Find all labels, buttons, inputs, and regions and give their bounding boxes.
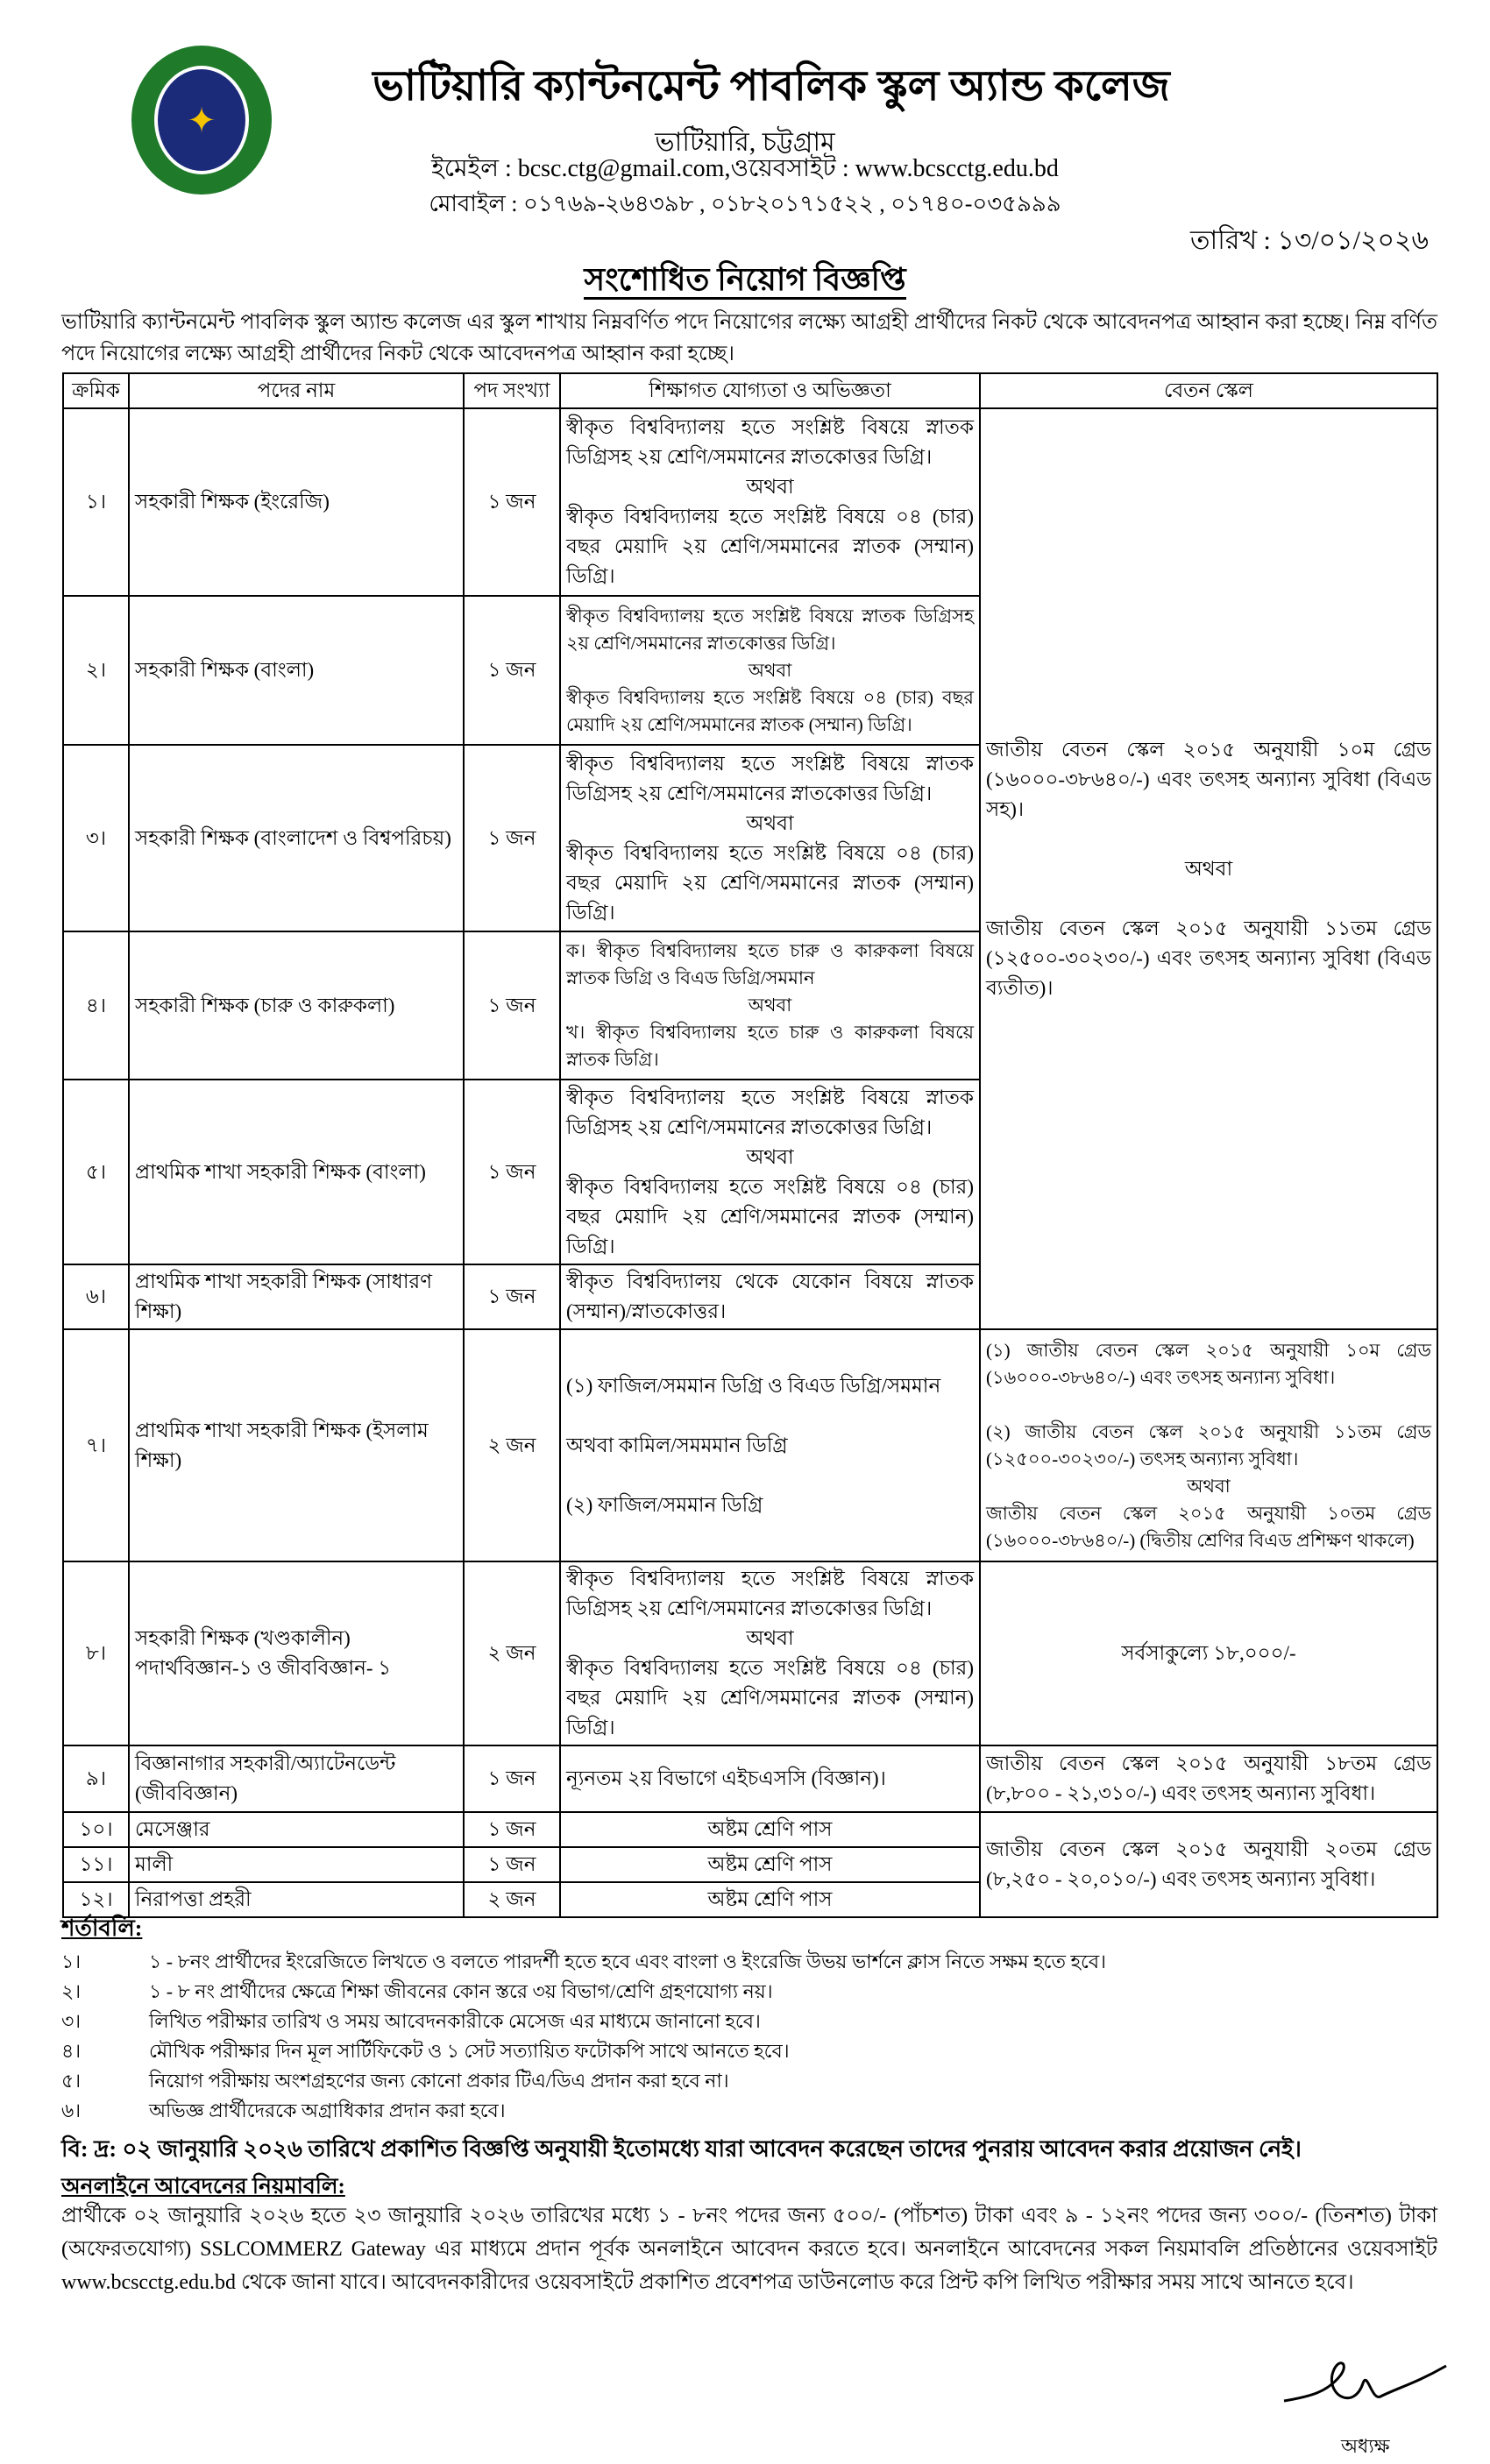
- or-label: অথবা: [748, 659, 792, 681]
- serial: ৯।: [63, 1745, 129, 1812]
- serial: ৬।: [63, 1264, 129, 1329]
- table-row: [63, 408, 1437, 596]
- qualification-option: ক। স্বীকৃত বিশ্ববিদ্যালয় হতে চারু ও কারুকলা বিষয়ে স্নাতক ডিগ্রি ও বিএড ডিগ্রি/সমমান: [566, 940, 974, 988]
- post-count: ১ জন: [464, 745, 560, 931]
- term-text: ১ - ৮নং প্রার্থীদের ইংরেজিতে লিখতে ও বলতে পারদর্শী হতে হবে এবং বাংলা ও ইংরেজি উভয় ভার্শনে ক্লাস নিতে সক্ষম হতে হবে।: [149, 1951, 1106, 1972]
- term-number: ৬।: [61, 2099, 82, 2121]
- term-text: নিয়োগ পরীক্ষায় অংশগ্রহণের জন্য কোনো প্রকার টিএ/ডিএ প্রদান করা হবে না।: [149, 2070, 729, 2092]
- post-count: ১ জন: [464, 1745, 560, 1812]
- signature-title: অধ্যক্ষ: [1341, 2435, 1390, 2457]
- qualification-option: (২) ফাজিল/সমমান ডিগ্রি: [566, 1493, 763, 1516]
- principal-signature: [1275, 2348, 1451, 2418]
- term-number: ১।: [61, 1951, 82, 1972]
- serial: ১২।: [63, 1882, 129, 1917]
- serial: ১১।: [63, 1847, 129, 1882]
- or-label: অথবা: [746, 811, 794, 834]
- or-label: অথবা: [746, 476, 794, 498]
- qualification-option: স্বীকৃত বিশ্ববিদ্যালয় হতে সংশ্লিষ্ট বিষয়ে ০৪ (চার) বছর মেয়াদি ২য় শ্রেণি/সমমানের স্নাতক (সম্মান) ডিগ্রি।: [566, 1657, 974, 1738]
- term-text: লিখিত পরীক্ষার তারিখ ও সময় আবেদনকারীকে মেসেজ এর মাধ্যমে জানানো হবে।: [149, 2010, 761, 2032]
- salary-scale: [980, 1329, 1437, 1561]
- salary-option: (১) জাতীয় বেতন স্কেল ২০১৫ অনুযায়ী ১০ম গ্রেড (১৬০০০-৩৮৬৪০/-) এবং তৎসহ অন্যান্য সুবিধা।: [986, 1339, 1431, 1388]
- online-instructions: প্রার্থীকে ০২ জানুয়ারি ২০২৬ হতে ২৩ জানুয়ারি ২০২৬ তারিখের মধ্যে ১ - ৮নং পদের জন্য ৫০০/- (পাঁচশত) টাকা এবং ৯ - ১২নং পদের জন্য ৩০০/- (তিনশত) টাকা (অফেরতযোগ্য) SSLCOMMERZ Gateway এর মাধ্যমে প্রদান পূর্বক অনলাইনে আবেদন করতে হবে। অনলাইনে আবেদনের সকল নিয়মাবলি প্রতিষ্ঠানের ওয়েবসাইট www.bcscctg.edu.bd থেকে জানা যাবে। আবেদনকারীদের ওয়েবসাইটে প্রকাশিত প্রবেশপত্র ডাউনলোড করে প্রিন্ট কপি লিখিত পরীক্ষার সময় সাথে আনতে হবে।: [61, 2205, 1437, 2294]
- qualification: [560, 1561, 980, 1745]
- salary-option: জাতীয় বেতন স্কেল ২০১৫ অনুযায়ী ১১তম গ্রেড (১২৫০০-৩০২৩০/-) এবং তৎসহ অন্যান্য সুবিধা (বিএড ব্যতীত)।: [986, 917, 1431, 999]
- serial: ৪।: [63, 931, 129, 1080]
- post-count: ১ জন: [464, 1264, 560, 1329]
- qualification: অষ্টম শ্রেণি পাস: [560, 1812, 980, 1847]
- post-count: ১ জন: [464, 408, 560, 596]
- term-number: ৩।: [61, 2010, 82, 2032]
- school-name: ভাটিয়ারি ক্যান্টনমেন্ট পাবলিক স্কুল অ্যান্ড কলেজ: [372, 63, 1170, 110]
- term-text: মৌখিক পরীক্ষার দিন মূল সার্টিফিকেট ও ১ সেট সত্যায়িত ফটোকপি সাথে আনতে হবে।: [149, 2040, 790, 2062]
- post-name: নিরাপত্তা প্রহরী: [129, 1882, 464, 1917]
- header-post: পদের নাম: [129, 373, 464, 408]
- term-number: ৫।: [61, 2070, 82, 2092]
- qualification-option: স্বীকৃত বিশ্ববিদ্যালয় হতে সংশ্লিষ্ট বিষয়ে স্নাতক ডিগ্রিসহ ২য় শ্রেণি/সমমানের স্নাতকোত্তর ডিগ্রি।: [566, 1086, 974, 1138]
- school-location: ভাটিয়ারি, চট্টগ্রাম: [655, 128, 835, 157]
- term-item: [61, 2036, 790, 2069]
- or-label: অথবা: [1187, 1475, 1231, 1497]
- serial: ৭।: [63, 1329, 129, 1561]
- table-row: [63, 1745, 1437, 1812]
- post-name: সহকারী শিক্ষক (ইংরেজি): [129, 408, 464, 596]
- qualification-option: স্বীকৃত বিশ্ববিদ্যালয় হতে সংশ্লিষ্ট বিষয়ে স্নাতক ডিগ্রিসহ ২য় শ্রেণি/সমমানের স্নাতকোত্তর ডিগ্রি।: [566, 416, 974, 468]
- header-count: পদ সংখ্যা: [464, 373, 560, 408]
- post-name: সহকারী শিক্ষক (খণ্ডকালীন) পদার্থবিজ্ঞান-১ ও জীববিজ্ঞান- ১: [129, 1561, 464, 1745]
- post-name: প্রাথমিক শাখা সহকারী শিক্ষক (ইসলাম শিক্ষা): [129, 1329, 464, 1561]
- term-item: [61, 1977, 773, 2009]
- post-name: সহকারী শিক্ষক (বাংলাদেশ ও বিশ্বপরিচয়): [129, 745, 464, 931]
- qualification: [560, 931, 980, 1080]
- qualification: স্বীকৃত বিশ্ববিদ্যালয় থেকে যেকোন বিষয়ে স্নাতক (সম্মান)/স্নাতকোত্তর।: [560, 1264, 980, 1329]
- intro-paragraph: ভাটিয়ারি ক্যান্টনমেন্ট পাবলিক স্কুল অ্যান্ড কলেজ এর স্কুল শাখায় নিম্নবর্ণিত পদে নিয়োগের লক্ষ্যে আগ্রহী প্রার্থীদের নিকট থেকে আবেদনপত্র আহ্বান করা হচ্ছে। নিম্ন বর্ণিত পদে নিয়োগের লক্ষ্যে আগ্রহী প্রার্থীদের নিকট থেকে আবেদনপত্র আহ্বান করা হচ্ছে।: [61, 311, 1437, 365]
- or-label: অথবা: [746, 1145, 794, 1168]
- notice-title-text: সংশোধিত নিয়োগ বিজ্ঞপ্তি: [584, 262, 905, 300]
- post-name: সহকারী শিক্ষক (চারু ও কারুকলা): [129, 931, 464, 1080]
- post-name: বিজ্ঞানাগার সহকারী/অ্যাটেনডেন্ট (জীববিজ্ঞান): [129, 1745, 464, 1812]
- serial: ৫।: [63, 1080, 129, 1264]
- post-count: ১ জন: [464, 596, 560, 745]
- post-name: প্রাথমিক শাখা সহকারী শিক্ষক (সাধারণ শিক্ষা): [129, 1264, 464, 1329]
- qualification: ন্যূনতম ২য় বিভাগে এইচএসসি (বিজ্ঞান)।: [560, 1745, 980, 1812]
- post-count: ১ জন: [464, 1847, 560, 1882]
- post-count: ২ জন: [464, 1561, 560, 1745]
- post-name: মালী: [129, 1847, 464, 1882]
- term-item: [61, 2007, 761, 2039]
- table-header-row: [63, 373, 1437, 408]
- qualification: অষ্টম শ্রেণি পাস: [560, 1882, 980, 1917]
- serial: ১০।: [63, 1812, 129, 1847]
- post-count: ১ জন: [464, 931, 560, 1080]
- qualification: [560, 596, 980, 745]
- qualification-option: (১) ফাজিল/সমমান ডিগ্রি ও বিএড ডিগ্রি/সমমান: [566, 1374, 941, 1397]
- qualification: অষ্টম শ্রেণি পাস: [560, 1847, 980, 1882]
- salary-option: জাতীয় বেতন স্কেল ২০১৫ অনুযায়ী ১০ম গ্রেড (১৬০০০-৩৮৬৪০/-) এবং তৎসহ অন্যান্য সুবিধা (বিএড সহ)।: [986, 738, 1431, 820]
- serial: ১।: [63, 408, 129, 596]
- term-text: অভিজ্ঞ প্রার্থীদেরকে অগ্রাধিকার প্রদান করা হবে।: [149, 2099, 506, 2121]
- qualification-option: স্বীকৃত বিশ্ববিদ্যালয় হতে সংশ্লিষ্ট বিষয়ে ০৪ (চার) বছর মেয়াদি ২য় শ্রেণি/সমমানের স্নাতক (সম্মান) ডিগ্রি।: [566, 841, 974, 924]
- contact-info: ইমেইল : bcsc.ctg@gmail.com,ওয়েবসাইট : www.bcscctg.edu.bd: [431, 155, 1059, 182]
- term-number: ৪।: [61, 2040, 82, 2062]
- book-torch-icon: ✦: [154, 66, 249, 174]
- post-name: সহকারী শিক্ষক (বাংলা): [129, 596, 464, 745]
- mobile-numbers: মোবাইল : ০১৭৬৯-২৬৪৩৯৮ , ০১৮২০১৭১৫২২ , ০১৭৪০-০৩৫৯৯৯: [429, 191, 1061, 216]
- qualification: [560, 1329, 980, 1561]
- salary-option: জাতীয় বেতন স্কেল ২০১৫ অনুযায়ী ১০তম গ্রেড (১৬০০০-৩৮৬৪০/-) (দ্বিতীয় শ্রেণির বিএড প্রশিক্ষণ থাকলে): [986, 1502, 1431, 1551]
- table-row: [63, 1329, 1437, 1561]
- post-name: মেসেঞ্জার: [129, 1812, 464, 1847]
- salary-scale: [980, 408, 1437, 1329]
- qualification-option: স্বীকৃত বিশ্ববিদ্যালয় হতে সংশ্লিষ্ট বিষয়ে ০৪ (চার) বছর মেয়াদি ২য় শ্রেণি/সমমানের স্নাতক (সম্মান) ডিগ্রি।: [566, 506, 974, 587]
- notice-title: [0, 256, 1490, 308]
- or-label: অথবা: [748, 995, 792, 1016]
- qualification-option: স্বীকৃত বিশ্ববিদ্যালয় হতে সংশ্লিষ্ট বিষয়ে ০৪ (চার) বছর মেয়াদি ২য় শ্রেণি/সমমানের স্নাতক (সম্মান) ডিগ্রি।: [566, 686, 974, 735]
- serial: ৩।: [63, 745, 129, 931]
- online-heading: অনলাইনে আবেদনের নিয়মাবলি:: [61, 2175, 345, 2198]
- salary-scale: সর্বসাকুল্যে ১৮,০০০/-: [980, 1561, 1437, 1745]
- qualification: [560, 745, 980, 931]
- post-count: ২ জন: [464, 1882, 560, 1917]
- salary-option: (২) জাতীয় বেতন স্কেল ২০১৫ অনুযায়ী ১১তম গ্রেড (১২৫০০-৩০২৩০/-) তৎসহ অন্যান্য সুবিধা।: [986, 1420, 1431, 1469]
- post-count: ২ জন: [464, 1329, 560, 1561]
- or-label: অথবা: [746, 1627, 794, 1649]
- term-text: ১ - ৮ নং প্রার্থীদের ক্ষেত্রে শিক্ষা জীবনের কোন স্তরে ৩য় বিভাগ/শ্রেণি গ্রহণযোগ্য নয়।: [149, 1980, 773, 2002]
- salary-scale: জাতীয় বেতন স্কেল ২০১৫ অনুযায়ী ২০তম গ্রেড (৮,২৫০ - ২০,০১০/-) এবং তৎসহ অন্যান্য সুবিধা।: [980, 1812, 1437, 1917]
- post-count: ১ জন: [464, 1080, 560, 1264]
- table-row: [63, 1561, 1437, 1745]
- qualification-option: স্বীকৃত বিশ্ববিদ্যালয় হতে সংশ্লিষ্ট বিষয়ে স্নাতক ডিগ্রিসহ ২য় শ্রেণি/সমমানের স্নাতকোত্তর ডিগ্রি।: [566, 752, 974, 804]
- qualification-option: অথবা কামিল/সমমমান ডিগ্রি: [566, 1434, 788, 1456]
- serial: ২।: [63, 596, 129, 745]
- post-count: ১ জন: [464, 1812, 560, 1847]
- term-item: [61, 2066, 729, 2099]
- header-serial: ক্রমিক: [63, 373, 129, 408]
- qualification-option: খ। স্বীকৃত বিশ্ববিদ্যালয় হতে চারু ও কারুকলা বিষয়ে স্নাতক ডিগ্রি।: [566, 1022, 974, 1070]
- terms-heading: শর্তাবলি:: [61, 1915, 143, 1941]
- term-number: ২।: [61, 1980, 82, 2002]
- qualification-option: স্বীকৃত বিশ্ববিদ্যালয় হতে সংশ্লিষ্ট বিষয়ে ০৪ (চার) বছর মেয়াদি ২য় শ্রেণি/সমমানের স্নাতক (সম্মান) ডিগ্রি।: [566, 1175, 974, 1257]
- notice-date: তারিখ : ১৩/০১/২০২৬: [1190, 226, 1429, 255]
- qualification: [560, 408, 980, 596]
- header-qualification: শিক্ষাগত যোগ্যতা ও অভিজ্ঞতা: [560, 373, 980, 408]
- header-salary: বেতন স্কেল: [980, 373, 1437, 408]
- qualification: [560, 1080, 980, 1264]
- or-label: অথবা: [1184, 857, 1233, 880]
- serial: ৮।: [63, 1561, 129, 1745]
- special-note: বি: দ্র: ০২ জানুয়ারি ২০২৬ তারিখে প্রকাশিত বিজ্ঞপ্তি অনুযায়ী ইতোমধ্যে যারা আবেদন করেছেন তাদের পুনরায় আবেদন করার প্রয়োজন নেই।: [61, 2136, 1302, 2162]
- term-item: [61, 1947, 1106, 1979]
- salary-scale: জাতীয় বেতন স্কেল ২০১৫ অনুযায়ী ১৮তম গ্রেড (৮,৮০০ - ২১,৩১০/-) এবং তৎসহ অন্যান্য সুবিধা।: [980, 1745, 1437, 1812]
- vacancy-table: [62, 372, 1438, 1918]
- qualification-option: স্বীকৃত বিশ্ববিদ্যালয় হতে সংশ্লিষ্ট বিষয়ে স্নাতক ডিগ্রিসহ ২য় শ্রেণি/সমমানের স্নাতকোত্তর ডিগ্রি।: [566, 605, 974, 654]
- term-item: [61, 2096, 506, 2128]
- post-name: প্রাথমিক শাখা সহকারী শিক্ষক (বাংলা): [129, 1080, 464, 1264]
- table-row: [63, 1812, 1437, 1847]
- qualification-option: স্বীকৃত বিশ্ববিদ্যালয় হতে সংশ্লিষ্ট বিষয়ে স্নাতক ডিগ্রিসহ ২য় শ্রেণি/সমমানের স্নাতকোত্তর ডিগ্রি।: [566, 1568, 974, 1619]
